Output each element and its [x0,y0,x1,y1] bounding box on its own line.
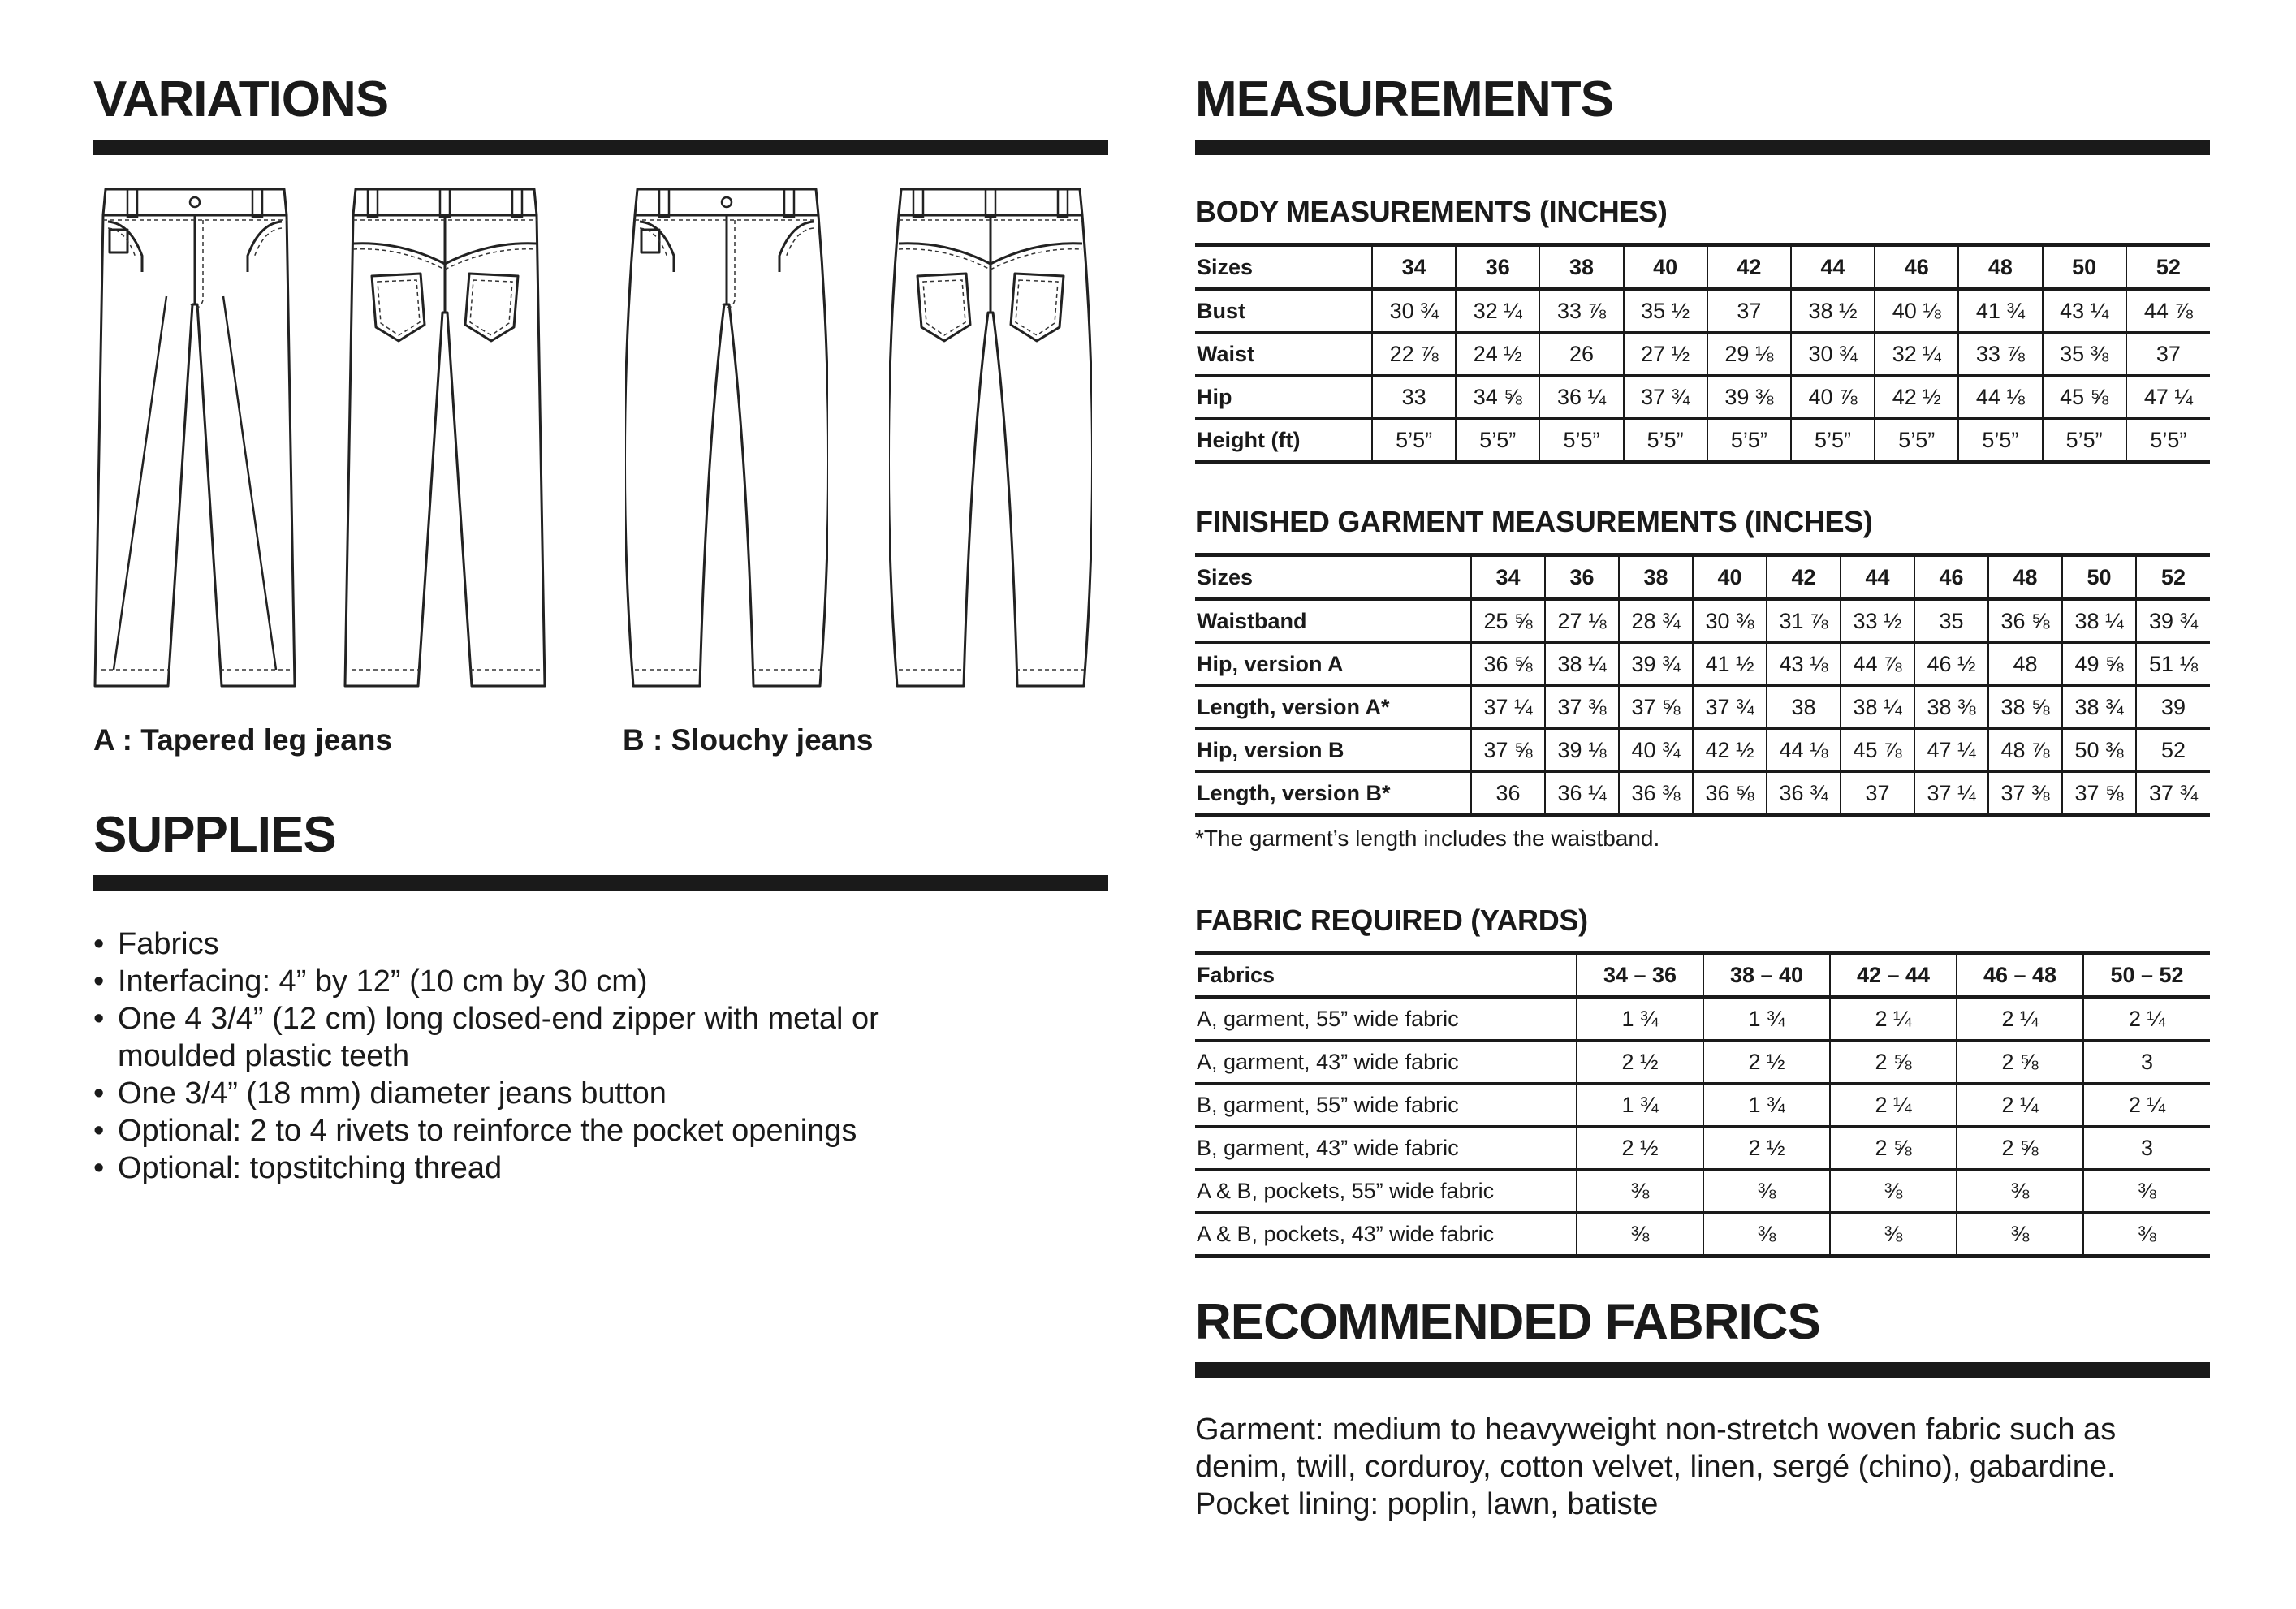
table-row [1195,729,2210,772]
column-header: 46 – 48 [1957,953,2083,998]
table-cell: 37 ¾ [1693,686,1767,729]
table-cell: 38 ½ [1791,289,1875,333]
table-cell: 3 [2083,1041,2210,1084]
row-label: A, garment, 55” wide fabric [1195,997,1577,1041]
table-cell: 45 ⅞ [1841,729,1914,772]
table-cell: 38 ⅝ [1988,686,2062,729]
table-cell: 1 ¾ [1703,997,1830,1041]
table-cell: 49 ⅝ [2062,643,2136,686]
table-cell: 51 ⅛ [2136,643,2210,686]
table-cell: 44 ⅛ [1767,729,1841,772]
table-cell: 40 ⅞ [1791,376,1875,419]
table-row [1195,1213,2210,1257]
table-cell: 38 ¾ [2062,686,2136,729]
table-cell: 39 ⅛ [1545,729,1619,772]
table-cell: 37 ¾ [1624,376,1707,419]
table-cell: 35 ½ [1624,289,1707,333]
table-cell: 37 ⅝ [1471,729,1545,772]
table-cell: 36 [1471,772,1545,816]
table-cell: 37 [2126,333,2210,376]
table-cell: 42 ½ [1875,376,1958,419]
row-label: Length, version A* [1195,686,1471,729]
column-header: 34 [1372,245,1456,290]
column-header: 34 – 36 [1577,953,1703,998]
table-cell: 39 [2136,686,2210,729]
table-cell: 37 ⅜ [1545,686,1619,729]
column-header: 40 [1624,245,1707,290]
table-cell: 27 ⅛ [1545,599,1619,643]
column-header: 46 [1914,555,1988,600]
table-row [1195,1084,2210,1127]
measurements-title: MEASUREMENTS [1195,71,1614,127]
table-row [1195,333,2210,376]
supply-item: • Interfacing: 4” by 12” (10 cm by 30 cm) [93,963,930,1000]
table-cell: 37 [1841,772,1914,816]
table-cell: 33 ½ [1841,599,1914,643]
table-cell: 28 ¾ [1619,599,1693,643]
column-header: 38 [1539,245,1623,290]
table-cell: 30 ⅜ [1693,599,1767,643]
table-row [1195,997,2210,1041]
column-header: 52 [2136,555,2210,600]
supply-item: • One 3/4” (18 mm) diameter jeans button [93,1075,930,1112]
column-header: 46 [1875,245,1958,290]
table-cell: 2 ¼ [1957,1084,2083,1127]
jeans-b-back-drawing [889,183,1092,694]
table-cell: 5’5” [1875,419,1958,463]
table-cell: 38 [1767,686,1841,729]
column-header: 42 – 44 [1830,953,1957,998]
table-cell: 43 ¼ [2043,289,2126,333]
table-cell: 5’5” [2126,419,2210,463]
row-label: A & B, pockets, 55” wide fabric [1195,1170,1577,1213]
table-cell: 37 ¼ [1914,772,1988,816]
table-cell: 39 ¾ [2136,599,2210,643]
table-cell: 2 ⅝ [1957,1127,2083,1170]
table-cell: 44 ⅛ [1958,376,2042,419]
table-cell: 3 [2083,1127,2210,1170]
table-cell: 38 ⅜ [1914,686,1988,729]
table-cell: 41 ½ [1693,643,1767,686]
table-cell: 43 ⅛ [1767,643,1841,686]
column-header: 44 [1791,245,1875,290]
supply-item: • One 4 3/4” (12 cm) long closed-end zipper with metal or moulded plastic teeth [93,1000,930,1075]
column-header: 38 – 40 [1703,953,1830,998]
column-header: 34 [1471,555,1545,600]
table-row [1195,419,2210,463]
column-header: 42 [1707,245,1791,290]
table-cell: ⅜ [1703,1170,1830,1213]
table-cell: 2 ½ [1577,1041,1703,1084]
table-cell: 47 ¼ [1914,729,1988,772]
table-cell: 50 ⅜ [2062,729,2136,772]
table-cell: 44 ⅞ [2126,289,2210,333]
table-cell: 22 ⅞ [1372,333,1456,376]
column-header: 50 [2062,555,2136,600]
table-cell: ⅜ [1577,1170,1703,1213]
table-row [1195,772,2210,816]
table-cell: 5’5” [1372,419,1456,463]
table-cell: 30 ¾ [1791,333,1875,376]
table-cell: 5’5” [2043,419,2126,463]
table-row [1195,1127,2210,1170]
table-cell: 37 ⅜ [1988,772,2062,816]
table-row [1195,1041,2210,1084]
table-cell: 35 [1914,599,1988,643]
table-cell: 5’5” [1539,419,1623,463]
table-cell: 5’5” [1791,419,1875,463]
table-cell: 36 ¼ [1539,376,1623,419]
row-label: A, garment, 43” wide fabric [1195,1041,1577,1084]
table-cell: 31 ⅞ [1767,599,1841,643]
table-row [1195,686,2210,729]
variations-rule [93,140,1108,155]
table-cell: 37 ⅝ [2062,772,2136,816]
jeans-b-front-drawing [625,183,828,694]
table-cell: 2 ½ [1577,1127,1703,1170]
table-cell: 39 ¾ [1619,643,1693,686]
table-cell: 36 ¼ [1545,772,1619,816]
recommended-fabrics-text [1195,1411,2116,1523]
supply-item: • Optional: 2 to 4 rivets to reinforce the pocket openings [93,1112,930,1150]
table-cell: ⅜ [1830,1213,1957,1257]
measurements-rule [1195,140,2210,155]
table-cell: 5’5” [1456,419,1539,463]
table-cell: 2 ⅝ [1830,1127,1957,1170]
table-cell: 2 ¼ [2083,1084,2210,1127]
table-cell: 2 ⅝ [1957,1041,2083,1084]
table-cell: ⅜ [1577,1213,1703,1257]
row-label: Bust [1195,289,1372,333]
table-cell: ⅜ [2083,1213,2210,1257]
table-cell: 29 ⅛ [1707,333,1791,376]
jeans-a-back-drawing [343,183,546,694]
length-note: *The garment’s length includes the waistband. [1195,826,1660,851]
table-row [1195,643,2210,686]
supply-item: • Optional: topstitching thread [93,1150,930,1187]
table-header-row [1195,555,2210,600]
table-cell: 5’5” [1624,419,1707,463]
table-cell: 33 [1372,376,1456,419]
table-cell: 33 ⅞ [1539,289,1623,333]
variations-title: VARIATIONS [93,71,389,127]
table-cell: 2 ⅝ [1830,1041,1957,1084]
variant-a-label: A : Tapered leg jeans [93,723,393,757]
table-cell: 35 ⅜ [2043,333,2126,376]
variant-b-label: B : Slouchy jeans [623,723,874,757]
column-header: 36 [1456,245,1539,290]
table-cell: 25 ⅝ [1471,599,1545,643]
recommended-fabrics-title: RECOMMENDED FABRICS [1195,1294,1820,1350]
fabric-required-table [1195,951,2210,1258]
column-header: 48 [1958,245,2042,290]
table-cell: 37 ⅝ [1619,686,1693,729]
column-header: 50 – 52 [2083,953,2210,998]
finished-measurements-title: FINISHED GARMENT MEASUREMENTS (INCHES) [1195,505,1873,538]
table-cell: 36 ⅜ [1619,772,1693,816]
column-header: 48 [1988,555,2062,600]
row-label: B, garment, 43” wide fabric [1195,1127,1577,1170]
table-row [1195,376,2210,419]
supply-item: • Fabrics [93,925,930,963]
row-label: Hip, version B [1195,729,1471,772]
table-cell: ⅜ [1703,1213,1830,1257]
table-cell: 37 ¼ [1471,686,1545,729]
column-header: 38 [1619,555,1693,600]
row-label: Length, version B* [1195,772,1471,816]
row-label: Hip, version A [1195,643,1471,686]
supplies-list [93,925,930,1187]
table-cell: 37 [1707,289,1791,333]
table-cell: 45 ⅝ [2043,376,2126,419]
table-cell: 40 ⅛ [1875,289,1958,333]
column-header: 40 [1693,555,1767,600]
table-row [1195,1170,2210,1213]
table-cell: 46 ½ [1914,643,1988,686]
table-cell: 32 ¼ [1456,289,1539,333]
table-cell: 2 ¼ [1830,997,1957,1041]
table-cell: 2 ½ [1703,1041,1830,1084]
row-label: A & B, pockets, 43” wide fabric [1195,1213,1577,1257]
table-cell: 48 [1988,643,2062,686]
column-header: 42 [1767,555,1841,600]
recommended-line: denim, twill, corduroy, cotton velvet, linen, sergé (chino), gabardine. [1195,1450,2116,1484]
table-cell: 24 ½ [1456,333,1539,376]
row-label: Waistband [1195,599,1471,643]
table-cell: 27 ½ [1624,333,1707,376]
table-cell: 36 ⅝ [1693,772,1767,816]
table-cell: ⅜ [1957,1170,2083,1213]
table-header-row [1195,245,2210,290]
table-cell: 47 ¼ [2126,376,2210,419]
row-label: B, garment, 55” wide fabric [1195,1084,1577,1127]
table-cell: ⅜ [1957,1213,2083,1257]
table-cell: 38 ¼ [2062,599,2136,643]
table-cell: 26 [1539,333,1623,376]
supplies-title: SUPPLIES [93,807,336,863]
column-header: 44 [1841,555,1914,600]
column-header-label: Fabrics [1195,953,1577,998]
column-header: 50 [2043,245,2126,290]
table-row [1195,599,2210,643]
table-cell: 2 ¼ [2083,997,2210,1041]
supplies-rule [93,875,1108,891]
table-cell: 5’5” [1958,419,2042,463]
table-cell: 44 ⅞ [1841,643,1914,686]
table-cell: ⅜ [1830,1170,1957,1213]
table-cell: 48 ⅞ [1988,729,2062,772]
recommended-rule [1195,1362,2210,1378]
table-cell: 40 ¾ [1619,729,1693,772]
table-cell: ⅜ [2083,1170,2210,1213]
table-cell: 32 ¼ [1875,333,1958,376]
column-header-label: Sizes [1195,245,1372,290]
recommended-line: Garment: medium to heavyweight non-stretch woven fabric such as [1195,1413,2117,1447]
column-header: 52 [2126,245,2210,290]
table-cell: 52 [2136,729,2210,772]
row-label: Waist [1195,333,1372,376]
table-cell: 39 ⅜ [1707,376,1791,419]
table-cell: 30 ¾ [1372,289,1456,333]
table-cell: 1 ¾ [1577,997,1703,1041]
finished-measurements-table [1195,553,2210,817]
table-cell: 34 ⅝ [1456,376,1539,419]
body-measurements-title: BODY MEASUREMENTS (INCHES) [1195,195,1668,228]
table-cell: 38 ¼ [1841,686,1914,729]
table-cell: 1 ¾ [1703,1084,1830,1127]
fabric-required-title: FABRIC REQUIRED (YARDS) [1195,904,1588,937]
table-cell: 38 ¼ [1545,643,1619,686]
jeans-a-front-drawing [93,183,296,694]
table-cell: 37 ¾ [2136,772,2210,816]
variations-drawings [93,183,1108,694]
table-cell: 1 ¾ [1577,1084,1703,1127]
row-label: Hip [1195,376,1372,419]
table-header-row [1195,953,2210,998]
table-cell: 41 ¾ [1958,289,2042,333]
table-cell: 36 ⅝ [1988,599,2062,643]
body-measurements-table [1195,243,2210,464]
row-label: Height (ft) [1195,419,1372,463]
table-cell: 2 ¼ [1830,1084,1957,1127]
table-cell: 33 ⅞ [1958,333,2042,376]
table-cell: 5’5” [1707,419,1791,463]
table-cell: 42 ½ [1693,729,1767,772]
table-cell: 2 ½ [1703,1127,1830,1170]
table-cell: 36 ⅝ [1471,643,1545,686]
column-header: 36 [1545,555,1619,600]
table-cell: 2 ¼ [1957,997,2083,1041]
recommended-line: Pocket lining: poplin, lawn, batiste [1195,1487,1659,1521]
column-header-label: Sizes [1195,555,1471,600]
table-row [1195,289,2210,333]
table-cell: 36 ¾ [1767,772,1841,816]
